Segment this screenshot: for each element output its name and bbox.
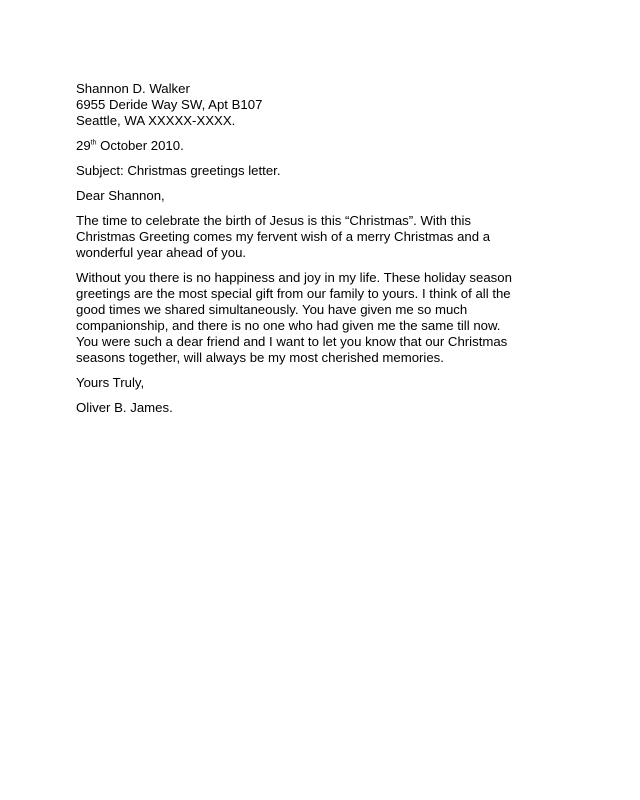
subject-line: Subject: Christmas greetings letter. — [76, 163, 281, 178]
paragraph-1-line: wonderful year ahead of you. — [76, 245, 247, 260]
date-rest: October 2010. — [96, 138, 184, 153]
paragraph-2-line: seasons together, will always be my most cherished memories. — [76, 350, 444, 365]
paragraph-1-line: The time to celebrate the birth of Jesus is this “Christmas”. With this — [76, 213, 472, 228]
paragraph-2-line: Without you there is no happiness and joy in my life. These holiday season — [76, 270, 512, 285]
sender-address — [76, 81, 576, 129]
date-suffix: th — [90, 139, 97, 147]
salutation: Dear Shannon, — [76, 188, 165, 203]
sender-city: Seattle, WA XXXXX-XXXX. — [76, 113, 236, 128]
paragraph-1-line: Christmas Greeting comes my fervent wish of a merry Christmas and a — [76, 229, 491, 244]
paragraph-2-line: companionship, and there is no one who had given me the same till now. — [76, 318, 501, 333]
date-day: 29 — [76, 138, 91, 153]
paragraph-2 — [76, 270, 576, 366]
paragraph-2-line: You were such a dear friend and I want to let you know that our Christmas — [76, 334, 508, 349]
letter-date — [76, 138, 576, 154]
letter-page — [76, 81, 576, 416]
signature-name: Oliver B. James. — [76, 400, 173, 415]
sender-name: Shannon D. Walker — [76, 81, 190, 96]
paragraph-2-line: greetings are the most special gift from our family to yours. I think of all the — [76, 286, 511, 301]
paragraph-1 — [76, 213, 576, 261]
sender-street: 6955 Deride Way SW, Apt B107 — [76, 97, 263, 112]
paragraph-2-line: good times we shared simultaneously. You have given me so much — [76, 302, 468, 317]
closing: Yours Truly, — [76, 375, 145, 390]
